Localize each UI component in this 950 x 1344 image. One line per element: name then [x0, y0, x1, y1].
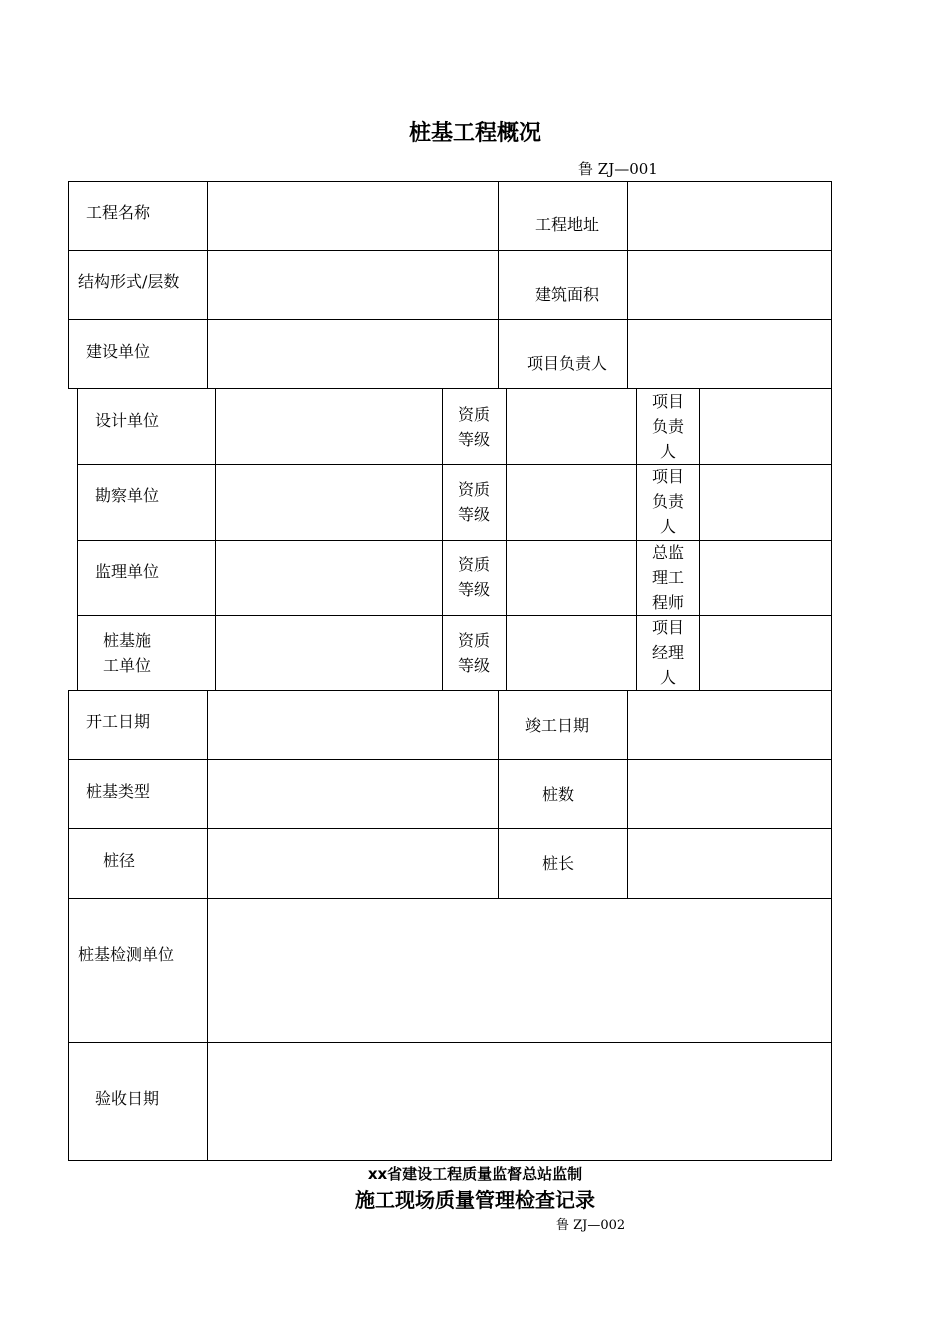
qualification-grade-label: 等级	[458, 656, 491, 675]
chief-supervisor-label: 总监	[652, 543, 685, 562]
design-unit-label: 设计单位	[95, 411, 160, 430]
start-date-field[interactable]	[207, 690, 499, 760]
project-name-field[interactable]	[207, 181, 499, 251]
pile-contractor-field[interactable]	[215, 615, 443, 691]
issuer-text: xx省建设工程质量监督总站监制	[367, 1165, 583, 1183]
pile-count-field[interactable]	[627, 759, 832, 829]
structure-floors-label: 结构形式/层数	[78, 272, 180, 291]
design-unit-field[interactable]	[215, 388, 443, 465]
start-date-label: 开工日期	[86, 712, 151, 731]
project-leader-label: 负责	[652, 417, 685, 436]
building-area-field[interactable]	[627, 250, 832, 320]
design-leader-field[interactable]	[699, 388, 832, 465]
pile-diameter-field[interactable]	[207, 828, 499, 899]
pile-length-field[interactable]	[627, 828, 832, 899]
project-leader-label: 项目	[652, 467, 685, 486]
pile-contractor-label: 桩基施	[103, 631, 152, 650]
project-manager-label: 人	[660, 668, 677, 687]
qualification-grade-label: 资质	[458, 631, 491, 650]
survey-unit-label: 勘察单位	[95, 486, 160, 505]
page-title: 桩基工程概况	[408, 121, 541, 146]
supervision-grade-field[interactable]	[506, 540, 637, 616]
project-address-field[interactable]	[627, 181, 832, 251]
project-leader-label: 人	[660, 517, 677, 536]
next-form-title: 施工现场质量管理检查记录	[355, 1188, 595, 1212]
pile-diameter-label: 桩径	[103, 851, 136, 870]
pile-length-label: 桩长	[542, 854, 575, 873]
acceptance-date-label: 验收日期	[95, 1089, 160, 1108]
form-code: 鲁 ZJ—001	[578, 160, 658, 178]
acceptance-date-field[interactable]	[207, 1042, 832, 1161]
supervision-unit-field[interactable]	[215, 540, 443, 616]
pile-contractor-label: 工单位	[103, 656, 152, 675]
qualification-grade-label: 资质	[458, 405, 491, 424]
chief-supervisor-label: 理工	[652, 568, 685, 587]
design-grade-field[interactable]	[506, 388, 637, 465]
project-leader-label: 人	[660, 442, 677, 461]
project-leader-label: 项目负责人	[527, 354, 608, 373]
survey-grade-field[interactable]	[506, 464, 637, 541]
completion-date-label: 竣工日期	[525, 716, 590, 735]
project-leader-label: 项目	[652, 392, 685, 411]
supervision-unit-label: 监理单位	[95, 562, 160, 581]
qualification-grade-label: 等级	[458, 430, 491, 449]
pile-contractor-grade-field[interactable]	[506, 615, 637, 691]
construction-unit-label: 建设单位	[86, 342, 151, 361]
structure-field[interactable]	[207, 250, 499, 320]
construction-unit-field[interactable]	[207, 319, 499, 389]
project-manager-label: 项目	[652, 618, 685, 637]
next-form-code: 鲁 ZJ—002	[556, 1218, 626, 1233]
pile-count-label: 桩数	[542, 785, 575, 804]
qualification-grade-label: 等级	[458, 580, 491, 599]
chief-supervisor-field[interactable]	[699, 540, 832, 616]
survey-leader-field[interactable]	[699, 464, 832, 541]
chief-supervisor-label: 程师	[652, 593, 685, 612]
completion-date-field[interactable]	[627, 690, 832, 760]
survey-unit-field[interactable]	[215, 464, 443, 541]
pile-type-field[interactable]	[207, 759, 499, 829]
qualification-grade-label: 资质	[458, 555, 491, 574]
pile-type-label: 桩基类型	[86, 782, 151, 801]
project-address-label: 工程地址	[535, 215, 600, 234]
project-leader-field[interactable]	[627, 319, 832, 389]
building-area-label: 建筑面积	[535, 285, 600, 304]
project-manager-field[interactable]	[699, 615, 832, 691]
pile-testing-unit-label: 桩基检测单位	[78, 945, 175, 964]
project-leader-label: 负责	[652, 492, 685, 511]
qualification-grade-label: 资质	[458, 480, 491, 499]
project-name-label: 工程名称	[86, 203, 151, 222]
pile-testing-unit-field[interactable]	[207, 898, 832, 1043]
qualification-grade-label: 等级	[458, 505, 491, 524]
project-manager-label: 经理	[652, 643, 685, 662]
